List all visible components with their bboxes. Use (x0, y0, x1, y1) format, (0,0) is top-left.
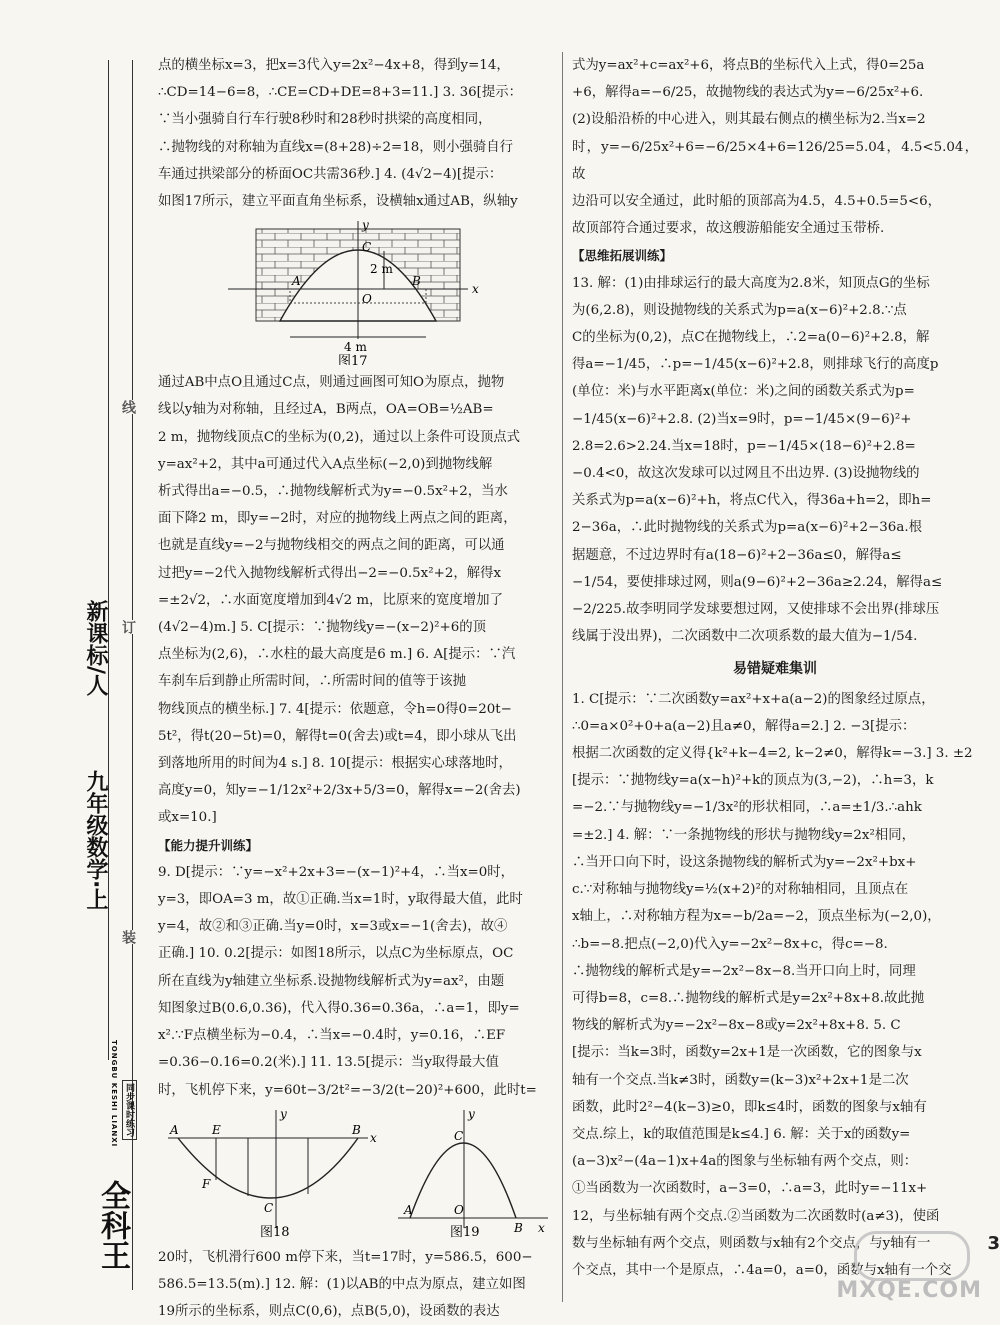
text-line: 也就是直线y=−2与抛物线相交的两点之间的距离，可以通 (158, 538, 505, 554)
text-line: ∴抛物线的对称轴为直线x=(8+28)÷2=18，则小强骑自行 (158, 139, 514, 155)
text-line: 时，y=−6/25x²+6=−6/25×4+6=126/25=5.04，4.5<5.04，故 (572, 139, 978, 182)
text-line: −0.4<0，故这次发球可以过网且不出边界. (3)设抛物线的 (572, 466, 920, 482)
text-line: C的坐标为(0,2)，点C在抛物线上，∴2=a(0−6)²+2.8，解 (572, 330, 930, 346)
fig18-point-f: F (202, 1176, 211, 1191)
section-errors-heading: 易错疑难集训 (733, 661, 817, 678)
text-line: =−2.∵与抛物线y=−1/3x²的形状相同，∴a=±1/3.∴ahk (572, 800, 922, 816)
fig17-point-c: C (362, 240, 372, 255)
fig19-axis-y: y (468, 1107, 475, 1121)
text-line: 车刹车后到静止所需时间，∴所需时间的值等于该抛 (158, 674, 466, 690)
figure-17-drawing (158, 219, 554, 365)
text-line: 关系式为p=a(x−6)²+h，将点C代入，得36a+h=2，即h= (572, 493, 932, 509)
text-line: 正确.] 10. 0.2[提示：如图18所示，以点C为坐标原点，OC (158, 946, 514, 962)
text-line: 或x=10.] (158, 810, 217, 826)
text-line: 19所示的坐标系，则点C(0,6)，点B(5,0)，设函数的表达 (158, 1304, 500, 1320)
fig18-axis-y: y (280, 1107, 287, 1121)
text-line: ∴b=−8.把点(−2,0)代入y=−2x²−8x+c，得c=−8. (572, 936, 888, 952)
section-ability-heading: 【能力提升训练】 (158, 837, 259, 853)
fig17-point-a: A (292, 274, 301, 289)
text-line: (2)设船沿桥的中心进入，则其最右侧点的横坐标为2.当x=2 (572, 112, 926, 128)
text-line: 5t²，得t(20−5t)=0，解得t=0(舍去)或t=4，即小球从飞出 (158, 728, 517, 744)
text-line: 交点.综上，k的取值范围是k≤4.] 6. 解：关于x的函数y= (572, 1126, 911, 1142)
text-line: ∴0=a×0²+0+a(a−2)且a≠0，解得a=2.] 2. −3[提示： (572, 718, 916, 734)
text-line: 车通过拱梁部分的桥面OC共需36秒.] 4. (4√2−4)[提示： (158, 166, 503, 182)
right-column (572, 52, 978, 1284)
figures-18-19 (158, 1108, 554, 1240)
fig19-caption: 图19 (450, 1224, 480, 1240)
binding-gutter (0, 0, 152, 1309)
text-line: 物线顶点的横坐标.] 7. 4[提示：依题意，令h=0得0=20t− (158, 701, 512, 717)
text-line: 586.5=13.5(m).] 12. 解：(1)以AB的中点为原点，建立如图 (158, 1276, 526, 1292)
fig19-point-c: C (454, 1128, 464, 1143)
text-line: (单位：米)与水平距离x(单位：米)之间的函数关系式为p= (572, 384, 915, 400)
text-line: (a−3)x²−(4a−1)x+4a的图象与坐标轴有两个交点，则： (572, 1154, 918, 1170)
text-line: =±2√2，∴水面宽度增加到4√2 m，比原来的宽度增加了 (158, 592, 503, 608)
figure-17 (158, 219, 554, 365)
fig18-point-c: C (264, 1200, 274, 1215)
fig18-caption: 图18 (260, 1224, 290, 1240)
text-line: y=3，即OA=3 m，故①正确.当x=1时，y取得最大值，此时 (158, 892, 523, 908)
page-number: 3 (987, 1233, 1000, 1254)
text-line: 知图象过B(0.6,0.36)，代入得0.36=0.36a，∴a=1，即y= (158, 1000, 520, 1016)
watermark-logo (854, 1231, 970, 1281)
text-line: 面下降2 m，即y=−2时，对应的抛物线上两点之间的距离， (158, 511, 517, 527)
text-line: 线以y轴为对称轴，且经过A，B两点，OA=OB=½AB= (158, 402, 494, 418)
binding-mark-zhuang: 装 (120, 930, 136, 944)
fig17-width-label: 4 m (344, 340, 367, 355)
text-line: +6，解得a=−6/25，故抛物线的表达式为y=−6/25x²+6. (572, 85, 924, 101)
text-line: 2 m，抛物线顶点C的坐标为(0,2)，通过以上条件可设顶点式 (158, 429, 521, 445)
text-line: 据题意，不过边界时有a(18−6)²+2−36a≤0，解得a≤ (572, 547, 902, 563)
text-line: 物线的解析式为y=−2x²−8x−8或y=2x²+8x+8. 5. C (572, 1018, 901, 1034)
series-name: 全科王 (95, 1180, 130, 1270)
fig19-point-b: B (514, 1220, 523, 1235)
book-title: 九年级数学·上 (83, 770, 108, 911)
text-line: y=ax²+2，其中a可通过代入A点坐标(−2,0)到抛物线解 (158, 456, 493, 472)
text-line: 得a=−1/45，∴p=−1/45(x−6)²+2.8，则排球飞行的高度p (572, 357, 939, 373)
fig17-height-label: 2 m (370, 262, 393, 277)
text-line: x轴上，∴对称轴方程为x=−b/2a=−2，顶点坐标为(−2,0)， (572, 909, 941, 925)
text-line: −1/54，要使排球过网，则a(9−6)²+2−36a≥2.24，解得a≤ (572, 574, 943, 590)
text-line: 根据二次函数的定义得{k²+k−4=2, k−2≠0，解得k=−3.] 3. ±2 (572, 746, 973, 762)
series-pinyin: TONGBU KESHI LIANXI (110, 1040, 118, 1148)
text-line: 过把y=−2代入抛物线解析式得出−2=−0.5x²+2，解得x (158, 565, 502, 581)
text-line: 函数，此时2²−4(k−3)≥0，即k≤4时，函数的图象与x轴有 (572, 1099, 927, 1115)
text-line: ∴当开口向下时，设这条抛物线的解析式为y=−2x²+bx+ (572, 854, 917, 870)
text-line: ∵当小强骑自行车行驶8秒时和28秒时拱梁的高度相同， (158, 112, 492, 128)
text-line: ∴CD=14−6=8，∴CE=CD+DE=8+3=11.] 3. 36[提示： (158, 85, 523, 101)
fig19-point-a: A (404, 1202, 413, 1217)
text-line: 时，飞机停下来，y=60t−3/2t²=−3/2(t−20)²+600，此时t= (158, 1082, 537, 1098)
fig19-axis-x: x (538, 1220, 545, 1235)
fig17-point-o: O (362, 292, 372, 307)
text-line: 点的横坐标x=3，把x=3代入y=2x²−4x+8，得到y=14， (158, 58, 510, 73)
fig17-point-b: B (412, 274, 421, 289)
text-line: 可得b=8，c=8.∴抛物线的解析式是y=2x²+8x+8.故此抛 (572, 990, 925, 1006)
edition-label: 新课标/人 (83, 600, 108, 697)
fig17-axis-y: y (362, 219, 369, 233)
text-line: =±2.] 4. 解：∵一条抛物线的形状与抛物线y=2x²相同， (572, 827, 915, 843)
fig19-point-o: O (454, 1202, 464, 1217)
text-line: 通过AB中点O且通过C点，则通过画图可知O为原点，抛物 (158, 375, 505, 391)
fig18-point-e: E (212, 1122, 221, 1137)
text-line: 轴有一个交点.当k≠3时，函数y=(k−3)x²+2x+1是二次 (572, 1072, 909, 1088)
text-line: 9. D[提示：∵y=−x²+2x+3=−(x−1)²+4，∴当x=0时， (158, 864, 515, 880)
text-line: 边沿可以安全通过，此时船的顶部高为4.5，4.5+0.5=5<6， (572, 194, 942, 210)
series-sub: 同步课时练习 (122, 1080, 137, 1140)
text-line: 为(6,2.8)，则设抛物线的关系式为p=a(x−6)²+2.8.∵点 (572, 302, 907, 318)
text-line: 式为y=ax²+c=ax²+6，将点B的坐标代入上式，得0=25a (572, 58, 925, 73)
text-line: −2/225.故李明同学发球要想过网，又使排球不会出界(排球压 (572, 602, 940, 618)
text-line: 故顶部符合通过要求，故这艘游船能安全通过玉带桥. (572, 221, 885, 237)
text-line: 2−36a，∴此时抛物线的关系式为p=a(x−6)²+2−36a.根 (572, 520, 922, 536)
text-line: 析式得出a=−0.5，∴抛物线解析式为y=−0.5x²+2，当水 (158, 484, 508, 500)
watermark-text: MXQE.COM (836, 1278, 982, 1303)
text-line: 2.8=2.6>2.24.当x=18时，p=−1/45×(18−6)²+2.8= (572, 438, 916, 454)
fig18-point-b: B (352, 1122, 361, 1137)
figure-18-drawing (158, 1108, 554, 1240)
text-line: 个交点，其中一个是原点，∴4a=0，a=0，函数与x轴有一个交 (572, 1262, 952, 1278)
text-line: 如图17所示，建立平面直角坐标系，设横轴x通过AB，纵轴y (158, 194, 518, 210)
text-line: 点坐标为(2,6)，∴水柱的最大高度是6 m.] 6. A[提示：∵汽 (158, 647, 516, 663)
fig18-axis-x: x (370, 1130, 377, 1145)
text-line: x².∵F点横坐标为−0.4，∴当x=−0.4时，y=0.16，∴EF (158, 1028, 506, 1044)
binding-mark-ding: 订 (120, 620, 136, 634)
text-line: 所在直线为y轴建立坐标系.设抛物线解析式为y=ax²，由题 (158, 973, 505, 989)
text-line: ∴抛物线的解析式是y=−2x²−8x−8.当开口向上时，同理 (572, 963, 916, 979)
left-column (158, 52, 554, 1325)
binding-mark-line: 线 (120, 400, 136, 414)
section-thinking-heading: 【思维拓展训练】 (572, 248, 673, 264)
text-line: 线属于没出界)，二次函数中二次项系数的最大值为−1/54. (572, 629, 918, 645)
text-line: c.∵对称轴与抛物线y=½(x+2)²的对称轴相同，且顶点在 (572, 882, 909, 898)
column-divider (562, 52, 563, 1302)
text-line: 20时，飞机滑行600 m停下来，当t=17时，y=586.5，600− (158, 1249, 533, 1265)
text-line: 高度y=0，知y=−1/12x²+2/3x+5/3=0，解得x=−2(舍去) (158, 783, 521, 799)
text-line: 到落地所用的时间为4 s.] 8. 10[提示：根据实心球落地时， (158, 756, 512, 772)
text-line: [提示：∵抛物线y=a(x−h)²+k的顶点为(3,−2)，∴h=3，k (572, 773, 934, 789)
text-line: 12，与坐标轴有两个交点.②当函数为二次函数时(a≠3)，使函 (572, 1208, 940, 1224)
text-line: −1/45(x−6)²+2.8. (2)当x=9时，p=−1/45×(9−6)²+ (572, 411, 912, 427)
text-line: 数与坐标轴有两个交点，则函数与x轴有2个交点，与y轴有一 (572, 1235, 931, 1251)
fig17-axis-x: x (472, 282, 479, 297)
text-line: (4√2−4)m.] 5. C[提示：∵抛物线y=−(x−2)²+6的顶 (158, 620, 487, 636)
series-logo (70, 1040, 140, 1290)
text-line: =0.36−0.16=0.2(米).] 11. 13.5[提示：当y取得最大值 (158, 1055, 499, 1071)
fig18-point-a: A (170, 1122, 179, 1137)
text-line: 13. 解：(1)由排球运行的最大高度为2.8米，知顶点G的坐标 (572, 275, 930, 291)
text-line: y=4，故②和③正确.当y=0时，x=3或x=−1(舍去)，故④ (158, 919, 508, 935)
text-line: ①当函数为一次函数时，a−3=0，∴a=3，此时y=−11x+ (572, 1181, 928, 1197)
fig17-caption: 图17 (338, 354, 368, 366)
text-line: [提示：当k=3时，函数y=2x+1是一次函数，它的图象与x (572, 1045, 922, 1061)
text-line: 1. C[提示：∵二次函数y=ax²+x+a(a−2)的图象经过原点， (572, 691, 935, 707)
